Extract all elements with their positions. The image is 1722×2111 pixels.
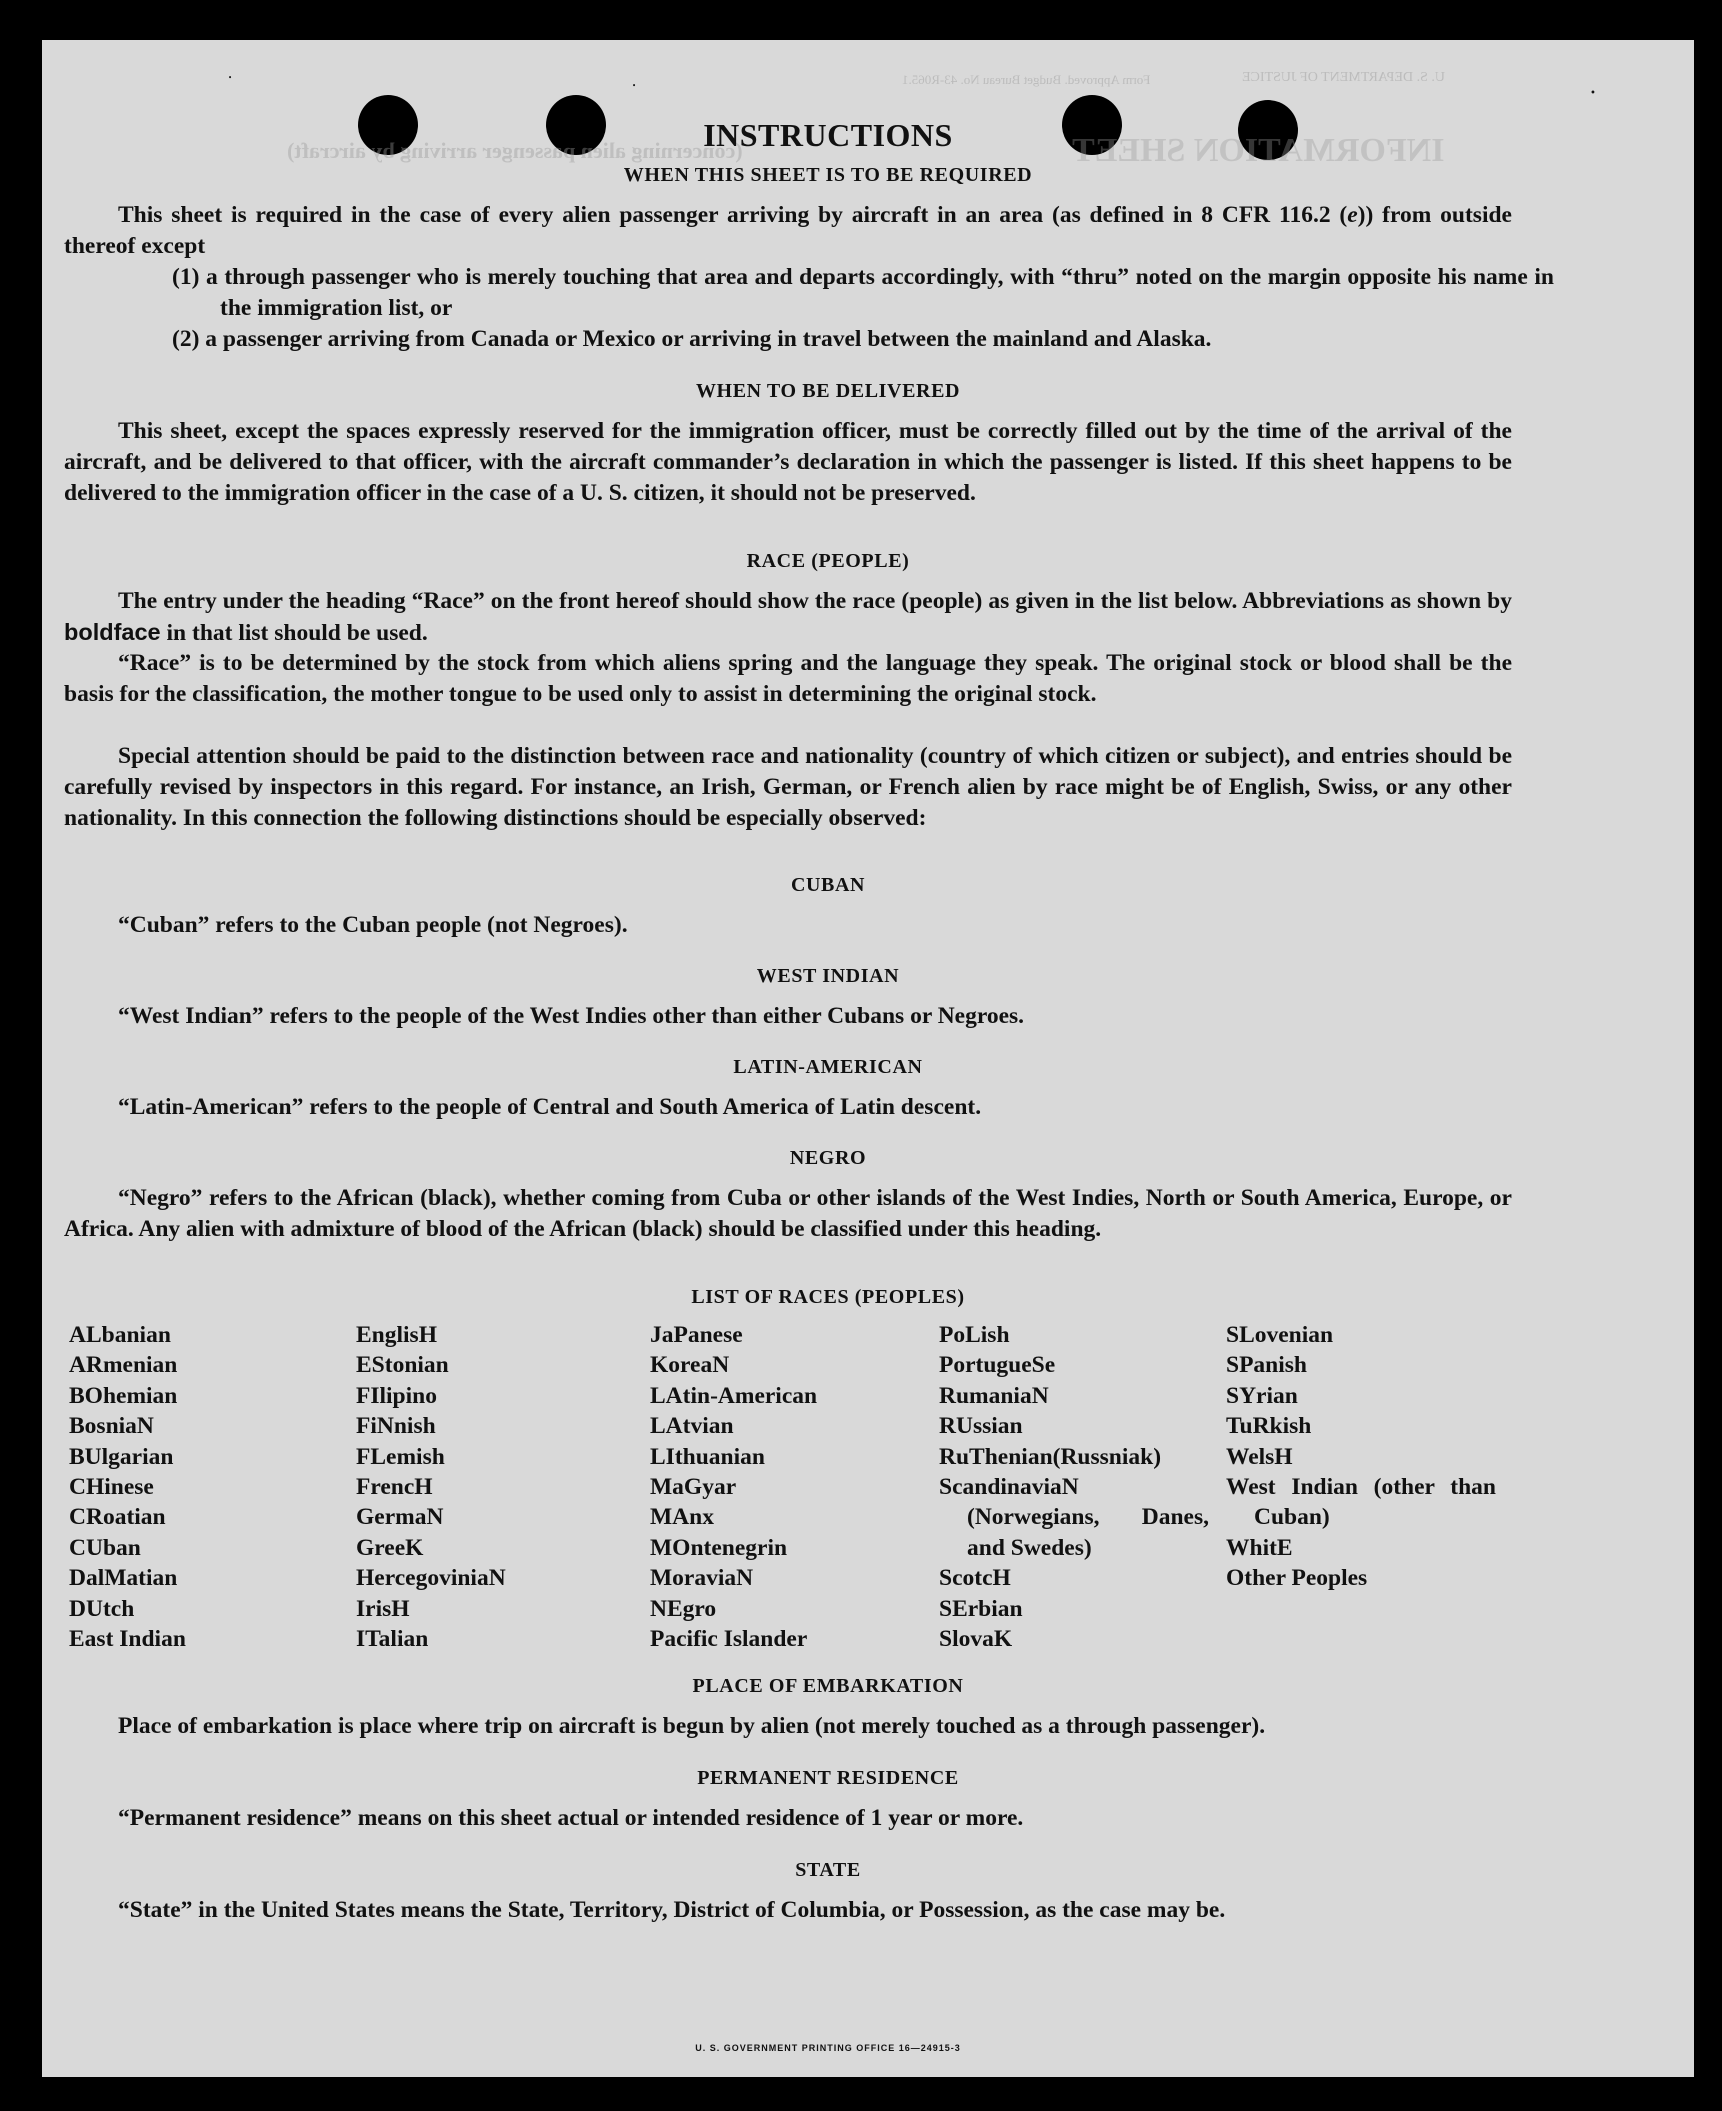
races-column-5 (1226, 1320, 1496, 1594)
race-item: BUlgarian (69, 1443, 174, 1470)
race-item: DalMatian (69, 1565, 178, 1592)
heading-required: WHEN THIS SHEET IS TO BE REQUIRED (623, 164, 1033, 186)
race-item: East Indian (69, 1626, 186, 1653)
heading-delivered: WHEN TO BE DELIVERED (695, 380, 961, 402)
residence-text: “Permanent residence” means on this sheet actual or intended residence of 1 year or more. (118, 1805, 1024, 1831)
race-item: Other Peoples (1226, 1565, 1368, 1592)
race-item: CRoatian (69, 1504, 166, 1531)
latin-american-text: “Latin-American” refers to the people of Central and South America of Latin descent. (118, 1094, 982, 1120)
race-item: MoraviaN (650, 1565, 754, 1592)
race-item: LAtin-American (650, 1382, 818, 1409)
race-item: WhitE (1226, 1534, 1293, 1561)
race-item: TuRkish (1226, 1413, 1312, 1440)
printing-office-footer: U. S. GOVERNMENT PRINTING OFFICE 16—24915-3 (695, 2043, 961, 2053)
show-through-title: INFORMATION SHEET (1072, 132, 1445, 169)
race-item: EStonian (356, 1352, 449, 1379)
race-item: HercegoviniaN (356, 1565, 506, 1592)
race-item: RuThenian(Russniak) (939, 1443, 1162, 1470)
required-intro (64, 200, 1512, 262)
race-p1-text: The entry under the heading “Race” on the front hereof should show the race (people) as given in the list below. Abbreviations as shown by (118, 588, 1512, 614)
heading-race: RACE (PEOPLE) (746, 550, 910, 572)
race-paragraph-1 (64, 586, 1512, 649)
race-item: West Indian (other than Cuban) (1226, 1474, 1496, 1531)
speck: • (632, 82, 637, 90)
race-item: LIthuanian (650, 1443, 765, 1470)
race-item: ITalian (356, 1626, 429, 1653)
races-column-3 (650, 1320, 930, 1654)
page-title: INSTRUCTIONS (703, 117, 953, 153)
heading-races-list: LIST OF RACES (PEOPLES) (691, 1286, 965, 1308)
show-through-approval: Form Approved. Budget Bureau No. 43-R065.1 (902, 72, 1151, 87)
race-item: SYrian (1226, 1382, 1298, 1409)
required-intro-text: This sheet is required in the case of every alien passenger arriving by aircraft in an area (as defined in 8 CFR 116.2 ( (118, 202, 1348, 228)
race-item: MOntenegrin (650, 1534, 788, 1561)
heading-residence: PERMANENT RESIDENCE (697, 1767, 959, 1789)
race-item: PoLish (939, 1322, 1010, 1348)
heading-embarkation: PLACE OF EMBARKATION (692, 1675, 964, 1697)
race-item: CHinese (69, 1474, 154, 1501)
race-item: FrencH (356, 1474, 433, 1501)
heading-negro: NEGRO (789, 1147, 867, 1169)
race-item: GermaN (356, 1504, 444, 1531)
race-item: FiNnish (356, 1413, 436, 1440)
speck: • (1590, 88, 1596, 99)
document-sheet (42, 40, 1694, 2077)
race-item: SlovaK (939, 1626, 1013, 1653)
cuban-text: “Cuban” refers to the Cuban people (not Negroes). (118, 912, 628, 938)
state-text: “State” in the United States means the State, Territory, District of Columbia, or Possession, as the case may be. (118, 1897, 1226, 1923)
races-column-4 (939, 1320, 1209, 1654)
race-item: SPanish (1226, 1352, 1307, 1379)
race-p1-text-2: in that list should be used. (160, 620, 428, 646)
delivered-text: This sheet, except the spaces expressly reserved for the immigration officer, must be correctly filled out by the time of the arrival of the aircraft, and be delivered to that officer, with the aircraft commander’s declaration in which the passenger is listed. If this sheet happens to be delivered to the immigration officer in the case of a U. S. citizen, it should not be preserved. (64, 418, 1512, 506)
required-intro-e: e (1347, 202, 1358, 228)
show-through-agency: U. S. DEPARTMENT OF JUSTICE (1242, 70, 1445, 85)
required-intro-text-2: )) from outside thereof (64, 202, 1512, 259)
embarkation-text: Place of embarkation is place where trip on aircraft is begun by alien (not merely touched as a through passenger). (118, 1713, 1266, 1739)
races-column-1 (69, 1320, 269, 1654)
west-indian-text: “West Indian” refers to the people of the West Indies other than either Cubans or Negroes. (118, 1003, 1025, 1029)
race-item: ScotcH (939, 1565, 1011, 1592)
race-item: FIlipino (356, 1382, 437, 1409)
race-item: ALbanian (69, 1322, 171, 1348)
heading-state: STATE (795, 1859, 861, 1881)
race-item: MAnx (650, 1504, 714, 1531)
negro-text: “Negro” refers to the African (black), whether coming from Cuba or other islands of the West Indies, North or South America, Europe, or Africa. Any alien with admixture of blood of the African (black) should be classified under this heading. (64, 1185, 1512, 1242)
race-item: IrisH (356, 1595, 410, 1622)
heading-west-indian: WEST INDIAN (756, 965, 900, 987)
race-item: JaPanese (650, 1322, 743, 1348)
race-item: EnglisH (356, 1322, 437, 1348)
race-item: LAtvian (650, 1413, 734, 1440)
heading-latin-american: LATIN-AMERICAN (733, 1056, 923, 1078)
race-item: MaGyar (650, 1474, 737, 1501)
race-item: FLemish (356, 1443, 445, 1470)
race-item: PortugueSe (939, 1352, 1056, 1379)
race-item: WelsH (1226, 1443, 1293, 1470)
race-item: ScandinaviaN (Norwegians, Danes, and Swedes) (939, 1474, 1209, 1561)
race-item: ARmenian (69, 1352, 178, 1379)
races-column-2 (356, 1320, 616, 1654)
race-item: BosniaN (69, 1413, 154, 1440)
show-through-subtitle: (concerning alien passenger arriving by aircraft) (287, 138, 743, 163)
speck: • (228, 74, 233, 82)
race-item: RumaniaN (939, 1382, 1049, 1409)
race-paragraph-2: “Race” is to be determined by the stock from which aliens spring and the language they speak. The original stock or blood shall be the basis for the classification, the mother tongue to be used only to assist in determining the original stock. (64, 650, 1512, 707)
race-item: CUban (69, 1534, 141, 1561)
heading-cuban: CUBAN (790, 874, 866, 896)
race-item: SLovenian (1226, 1322, 1334, 1348)
race-item: GreeK (356, 1534, 424, 1561)
required-item-2: (2) a passenger arriving from Canada or Mexico or arriving in travel between the mainland and Alaska. (172, 326, 1212, 352)
race-item: NEgro (650, 1595, 717, 1622)
required-item-1: (1) a through passenger who is merely touching that area and departs accordingly, with “thru” noted on the margin opposite his name in the immigration list, or (172, 264, 1554, 321)
race-item: KoreaN (650, 1352, 730, 1379)
race-item: SErbian (939, 1595, 1023, 1622)
race-item: DUtch (69, 1595, 135, 1622)
race-p1-boldface: boldface (64, 619, 161, 645)
race-item: Pacific Islander (650, 1626, 808, 1653)
required-except: except (141, 233, 206, 259)
race-paragraph-3: Special attention should be paid to the distinction between race and nationality (country of which citizen or subject), and entries should be carefully revised by inspectors in this regard. For instance, an Irish, German, or French alien by race might be of English, Swiss, or any other nationality. In this connection the following distinctions should be especially observed: (64, 743, 1512, 831)
race-item: RUssian (939, 1413, 1023, 1440)
race-item: BOhemian (69, 1382, 178, 1409)
